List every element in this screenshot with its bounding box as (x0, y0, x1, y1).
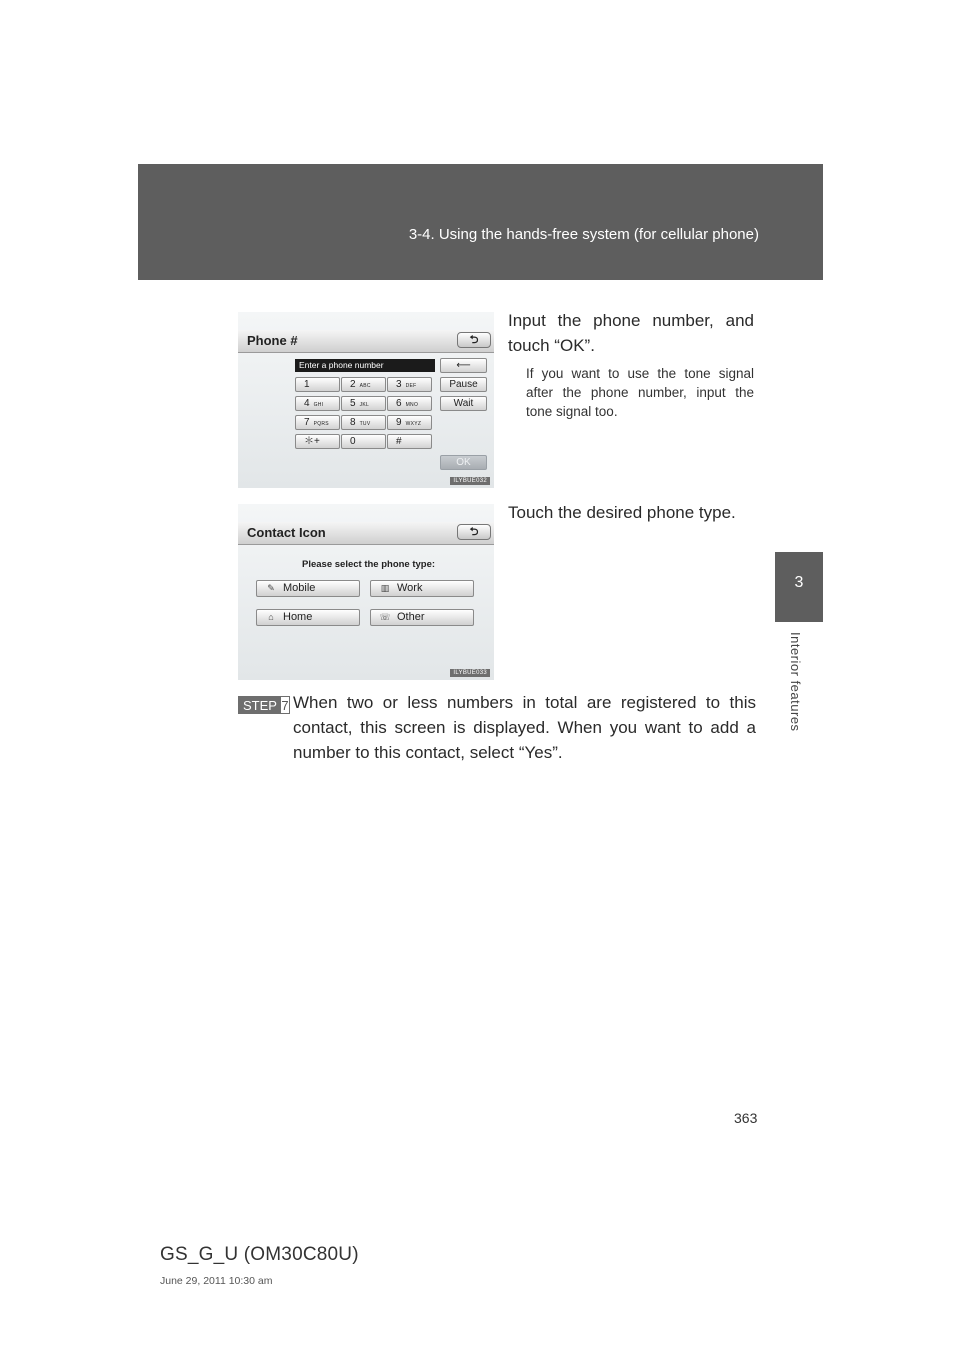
delete-arrow-icon: ⟵ (456, 360, 471, 371)
step-7-badge (238, 696, 290, 714)
back-button[interactable] (457, 524, 491, 540)
keypad-key[interactable] (387, 415, 432, 430)
work-button-label: Work (397, 582, 423, 594)
ok-button[interactable]: OK (440, 455, 487, 470)
chapter-label: Interior features (788, 632, 803, 732)
contact-icon-screen (238, 504, 494, 680)
work-button[interactable] (370, 580, 474, 597)
key-letters: GHI (313, 402, 324, 408)
key-letters: PQRS (313, 421, 329, 427)
screen-title: Contact Icon (247, 525, 326, 540)
section-title: 3-4. Using the hands-free system (for cellular phone) (408, 226, 759, 243)
return-arrow-icon: ⮌ (469, 334, 479, 346)
chapter-tab (775, 552, 823, 622)
step-7-instruction: When two or less numbers in total are registered to this contact, this screen is displayed. When you want to add a number to this contact, select “Yes”. (293, 693, 756, 762)
other-phone-icon: ☏ (379, 612, 391, 622)
keypad-key[interactable] (295, 434, 340, 449)
keypad-key[interactable] (295, 377, 340, 392)
page-number: 363 (734, 1110, 758, 1126)
key-letters: MNO (405, 402, 419, 408)
document-date: June 29, 2011 10:30 am (160, 1275, 273, 1287)
key-digit: 0 (350, 436, 356, 447)
keypad-key[interactable] (341, 415, 386, 430)
key-digit: 7 (304, 417, 310, 428)
mobile-button[interactable] (256, 580, 360, 597)
mobile-phone-icon: ✎ (267, 583, 275, 593)
step-5-instruction: Input the phone number, and touch “OK”. (508, 311, 754, 355)
home-button[interactable] (256, 609, 360, 626)
home-button-label: Home (283, 611, 313, 623)
image-code: ILYBUE033 (450, 669, 490, 677)
keypad-key[interactable] (341, 396, 386, 411)
keypad-key[interactable] (295, 396, 340, 411)
keypad-key[interactable] (295, 415, 340, 430)
key-letters: JKL (359, 402, 370, 408)
section-header-band (138, 164, 823, 280)
key-digit: 6 (396, 398, 402, 409)
pause-button[interactable]: Pause (440, 377, 487, 392)
key-letters: ABC (359, 383, 371, 389)
step-6-instruction: Touch the desired phone type. (508, 503, 736, 522)
step-badge-label: STEP (243, 697, 277, 713)
keypad-key[interactable] (387, 396, 432, 411)
chapter-number: 3 (794, 574, 804, 591)
key-letters: TUV (359, 421, 371, 427)
phone-number-input[interactable]: Enter a phone number (295, 359, 435, 372)
key-digit: ＊+ (304, 436, 320, 447)
keypad-key[interactable] (387, 377, 432, 392)
phone-number-screen (238, 312, 494, 488)
back-button[interactable] (457, 332, 491, 348)
return-arrow-icon: ⮌ (469, 526, 479, 538)
key-digit: 2 (350, 379, 356, 390)
screen-title: Phone # (247, 333, 298, 348)
other-button[interactable] (370, 609, 474, 626)
key-digit: 5 (350, 398, 356, 409)
step-badge-number: 7 (281, 697, 289, 713)
key-digit: 3 (396, 379, 402, 390)
key-letters: DEF (405, 383, 417, 389)
keypad-key[interactable] (341, 434, 386, 449)
keypad-key[interactable] (387, 434, 432, 449)
image-code: ILYBUE032 (450, 477, 490, 485)
delete-button[interactable] (440, 358, 487, 373)
key-digit: 1 (304, 379, 310, 390)
screen-title-bar (238, 522, 494, 545)
other-button-label: Other (397, 611, 425, 623)
keypad-key[interactable] (341, 377, 386, 392)
phone-type-prompt: Please select the phone type: (302, 559, 436, 570)
key-digit: # (396, 436, 402, 447)
wait-button[interactable]: Wait (440, 396, 487, 411)
step-5-note: If you want to use the tone signal after the phone number, input the tone signal too. (526, 366, 754, 419)
document-code: GS_G_U (OM30C80U) (160, 1244, 359, 1265)
key-digit: 4 (304, 398, 310, 409)
key-letters: WXYZ (405, 421, 422, 427)
mobile-button-label: Mobile (283, 582, 316, 594)
key-digit: 9 (396, 417, 402, 428)
key-digit: 8 (350, 417, 356, 428)
screen-title-bar (238, 330, 494, 353)
house-icon: ⌂ (268, 612, 274, 622)
office-building-icon: ▥ (380, 583, 390, 593)
